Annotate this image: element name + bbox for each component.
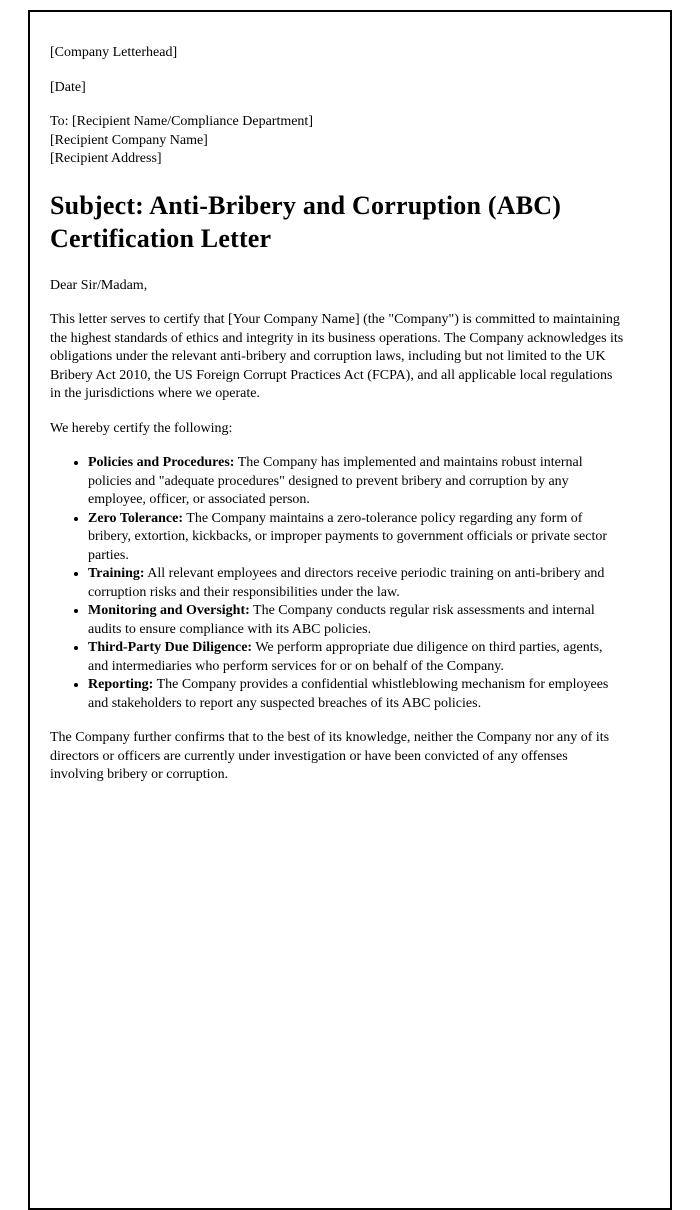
- certification-list: [50, 454, 624, 713]
- intro-paragraph: This letter serves to certify that [Your Company Name] (the "Company") is committed to maintaining the highest standards of ethics and integrity in its business operations. The Company acknowledges its obligations under the relevant anti-bribery and corruption laws, including but not limited to the UK Bribery Act 2010, the US Foreign Corrupt Practices Act (FCPA), and all applicable local regulations in the jurisdictions where we operate.: [50, 312, 624, 401]
- certification-item: [88, 676, 624, 713]
- certification-label: Monitoring and Oversight:: [88, 603, 250, 618]
- certification-label: Reporting:: [88, 677, 154, 692]
- certification-item: [88, 454, 624, 510]
- certification-label: Third-Party Due Diligence:: [88, 640, 253, 655]
- recipient-line-to: To: [Recipient Name/Compliance Department]: [50, 114, 313, 129]
- certification-text: The Company has implemented and maintains robust internal policies and "adequate procedures" designed to prevent bribery and corruption by any employee, officer, or associated person.: [88, 455, 583, 507]
- certification-item: [88, 602, 624, 639]
- certification-text: The Company conducts regular risk assessments and internal audits to ensure compliance with its ABC policies.: [88, 603, 595, 637]
- certification-item: [88, 565, 624, 602]
- date-placeholder: [Date]: [50, 79, 86, 95]
- certification-text: All relevant employees and directors receive periodic training on anti-bribery and corruption risks and their responsibilities under the law.: [88, 566, 605, 600]
- salutation: Dear Sir/Madam,: [50, 277, 148, 293]
- certify-lead: We hereby certify the following:: [50, 420, 233, 436]
- subject-heading: Subject: Anti-Bribery and Corruption (ABC) Certification Letter: [50, 190, 562, 253]
- letterhead-placeholder: [Company Letterhead]: [50, 45, 178, 60]
- recipient-block: [50, 113, 624, 169]
- recipient-line-company: [Recipient Company Name]: [50, 132, 208, 148]
- certification-item: [88, 639, 624, 676]
- certification-label: Zero Tolerance:: [88, 510, 184, 526]
- certification-text: The Company maintains a zero-tolerance policy regarding any form of bribery, extortion, kickbacks, or improper payments to government officials or private sector parties.: [88, 510, 608, 563]
- closing-paragraph: The Company further confirms that to the best of its knowledge, neither the Company nor any of its directors or officers are currently under investigation or have been convicted of any offenses involving bribery or corruption.: [50, 730, 610, 782]
- certification-label: Policies and Procedures:: [88, 455, 235, 470]
- letter-page: [28, 10, 672, 1210]
- certification-text: We perform appropriate due diligence on third parties, agents, and intermediaries who perform services for or on behalf of the Company.: [88, 640, 603, 674]
- recipient-line-address: [Recipient Address]: [50, 151, 162, 166]
- certification-text: The Company provides a confidential whistleblowing mechanism for employees and stakeholders to report any suspected breaches of its ABC policies.: [88, 677, 609, 711]
- letter-content: [30, 12, 670, 841]
- certification-item: [88, 510, 624, 566]
- certification-label: Training:: [88, 566, 145, 581]
